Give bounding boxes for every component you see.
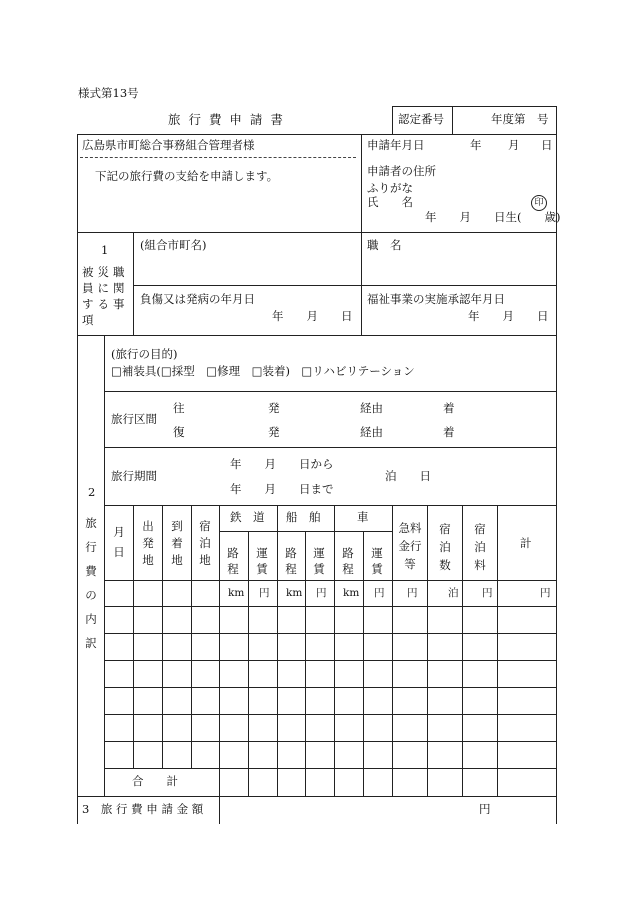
return-label: 復 (173, 425, 185, 439)
unit-express-yen: 円 (407, 587, 418, 599)
header-car-distance (341, 545, 355, 577)
section2-heading-char-1: 行 (85, 540, 97, 554)
express-char-1: 金 (398, 539, 410, 553)
cert-number-label: 認定番号 (398, 112, 444, 126)
header-month-day (112, 522, 126, 562)
nights-count-char-2: 数 (439, 558, 451, 572)
car-distance-char-0: 路 (342, 546, 354, 560)
ship-distance-char-1: 程 (285, 562, 297, 576)
section2-heading-char-3: の (85, 588, 97, 602)
car-fare-char-0: 運 (371, 546, 383, 560)
lodging-place-char-0: 宿 (199, 519, 211, 533)
nights-count-char-1: 泊 (439, 540, 451, 554)
period-to: 年 月 日まで (230, 482, 334, 496)
position-label: 職 名 (367, 238, 402, 252)
section1-heading-char: す (82, 297, 98, 311)
section1-heading-char: る (97, 297, 113, 311)
lodging-place-char-2: 地 (199, 553, 211, 567)
application-month: 月 (508, 138, 520, 152)
application-year: 年 (470, 138, 482, 152)
header-total: 計 (520, 536, 532, 550)
section1-heading-char: 関 (113, 281, 129, 295)
unit-ship-km: km (286, 587, 303, 599)
month-day-char-1: 日 (113, 545, 125, 559)
outbound-via: 経由 (360, 401, 383, 415)
lodging-fee-char-1: 泊 (474, 540, 486, 554)
car-distance-char-1: 程 (342, 562, 354, 576)
birth-date-line: 年 月 日生( 歳) (425, 210, 561, 224)
departure-char-0: 出 (142, 519, 154, 533)
lodging-place-char-1: 泊 (199, 536, 211, 550)
section3-unit: 円 (479, 802, 491, 816)
header-departure (141, 518, 155, 569)
outbound-depart: 発 (268, 401, 280, 415)
section1-heading-line-1 (82, 280, 129, 296)
period-label: 旅行期間 (111, 469, 157, 483)
header-ship-distance (284, 545, 298, 577)
unit-lodging-yen: 円 (482, 587, 493, 599)
section1-heading-char: 項 (82, 313, 98, 327)
unit-rail-km: km (228, 587, 245, 599)
section1-heading-line-0 (82, 264, 129, 280)
header-nights-count (438, 520, 452, 574)
header-car-fare (370, 545, 384, 577)
header-ship-fare (312, 545, 326, 577)
application-date-label: 申請年月日 (367, 138, 425, 152)
applicant-name-label: 氏 名 (367, 195, 413, 209)
section1-heading-char: 災 (97, 265, 113, 279)
injury-date-label: 負傷又は発病の年月日 (140, 292, 255, 306)
form-title: 旅 行 費 申 請 書 (168, 112, 285, 127)
section2-heading-char-0: 旅 (85, 516, 97, 530)
purpose-label: (旅行の目的) (111, 347, 178, 361)
section1-number: 1 (101, 243, 109, 257)
month-day-char-0: 月 (113, 525, 125, 539)
header-rail: 鉄 道 (230, 510, 265, 524)
header-lodging-place (198, 518, 212, 569)
section2-heading (84, 511, 98, 655)
outbound-arrive: 着 (443, 401, 455, 415)
car-fare-char-1: 賃 (371, 562, 383, 576)
unit-nights: 泊 (448, 587, 459, 599)
header-rail-fare (255, 545, 269, 577)
section2-number: 2 (88, 485, 96, 499)
arrival-char-2: 地 (171, 553, 183, 567)
header-lodging-fee (473, 520, 487, 574)
departure-char-1: 発 (142, 536, 154, 550)
return-depart: 発 (268, 425, 280, 439)
seal-mark: 印 (531, 195, 547, 211)
ship-fare-char-0: 運 (313, 546, 325, 560)
outbound-label: 往 (173, 401, 185, 415)
express-char-2: 行等 (404, 539, 422, 571)
unit-ship-yen: 円 (316, 587, 327, 599)
section1-heading (82, 264, 130, 328)
route-label: 旅行区間 (111, 412, 157, 426)
section2-heading-char-5: 訳 (85, 636, 97, 650)
section1-heading-char: 事 (113, 297, 129, 311)
express-char-0: 急料 (398, 521, 422, 535)
departure-char-2: 地 (142, 553, 154, 567)
unit-car-km: km (343, 587, 360, 599)
section1-heading-char: 被 (82, 265, 98, 279)
form-number: 様式第13号 (78, 86, 139, 100)
arrival-char-0: 到 (171, 519, 183, 533)
section1-heading-char: に (97, 281, 113, 295)
approval-date: 年 月 日 (468, 309, 549, 323)
section2-heading-char-4: 内 (85, 612, 97, 626)
section2-heading-char-2: 費 (85, 564, 97, 578)
applicant-address-label: 申請者の住所 (367, 164, 436, 178)
request-text: 下記の旅行費の支給を申請します。 (95, 169, 279, 183)
nights-count-char-0: 宿 (439, 522, 451, 536)
ship-distance-char-0: 路 (285, 546, 297, 560)
injury-date: 年 月 日 (272, 309, 353, 323)
return-via: 経由 (360, 425, 383, 439)
rail-fare-char-1: 賃 (256, 562, 268, 576)
purpose-options: □補装具(□採型 □修理 □装着) □リハビリテーション (111, 364, 415, 378)
section1-heading-line-3 (82, 312, 126, 328)
rail-fare-char-0: 運 (256, 546, 268, 560)
section1-heading-char: 職 (113, 265, 129, 279)
section1-heading-char: 員 (82, 281, 98, 295)
ship-fare-char-1: 賃 (313, 562, 325, 576)
header-rail-distance (226, 545, 240, 577)
unit-total-yen: 円 (540, 587, 551, 599)
application-day: 日 (541, 138, 553, 152)
return-arrive: 着 (443, 425, 455, 439)
approval-date-label: 福祉事業の実施承認年月日 (367, 292, 505, 306)
period-from: 年 月 日から (230, 457, 334, 471)
header-car: 車 (357, 510, 369, 524)
arrival-char-1: 着 (171, 536, 183, 550)
period-nights: 泊 日 (385, 469, 431, 483)
rail-distance-char-1: 程 (227, 562, 239, 576)
furigana-label: ふりがな (367, 181, 413, 195)
header-arrival (170, 518, 184, 569)
header-express (396, 519, 424, 573)
lodging-fee-char-2: 料 (474, 558, 486, 572)
cert-year-label: 年度第 号 (491, 112, 549, 126)
header-ship: 船 舶 (286, 510, 321, 524)
section3-label: 3 旅 行 費 申 請 金 額 (82, 802, 204, 816)
total-row-label: 合 計 (132, 774, 178, 788)
lodging-fee-char-0: 宿 (474, 522, 486, 536)
section1-heading-line-2 (82, 296, 129, 312)
unit-rail-yen: 円 (259, 587, 270, 599)
unit-car-yen: 円 (374, 587, 385, 599)
rail-distance-char-0: 路 (227, 546, 239, 560)
union-name-label: (組合市町名) (140, 238, 207, 252)
addressee: 広島県市町総合事務組合管理者様 (82, 138, 255, 152)
